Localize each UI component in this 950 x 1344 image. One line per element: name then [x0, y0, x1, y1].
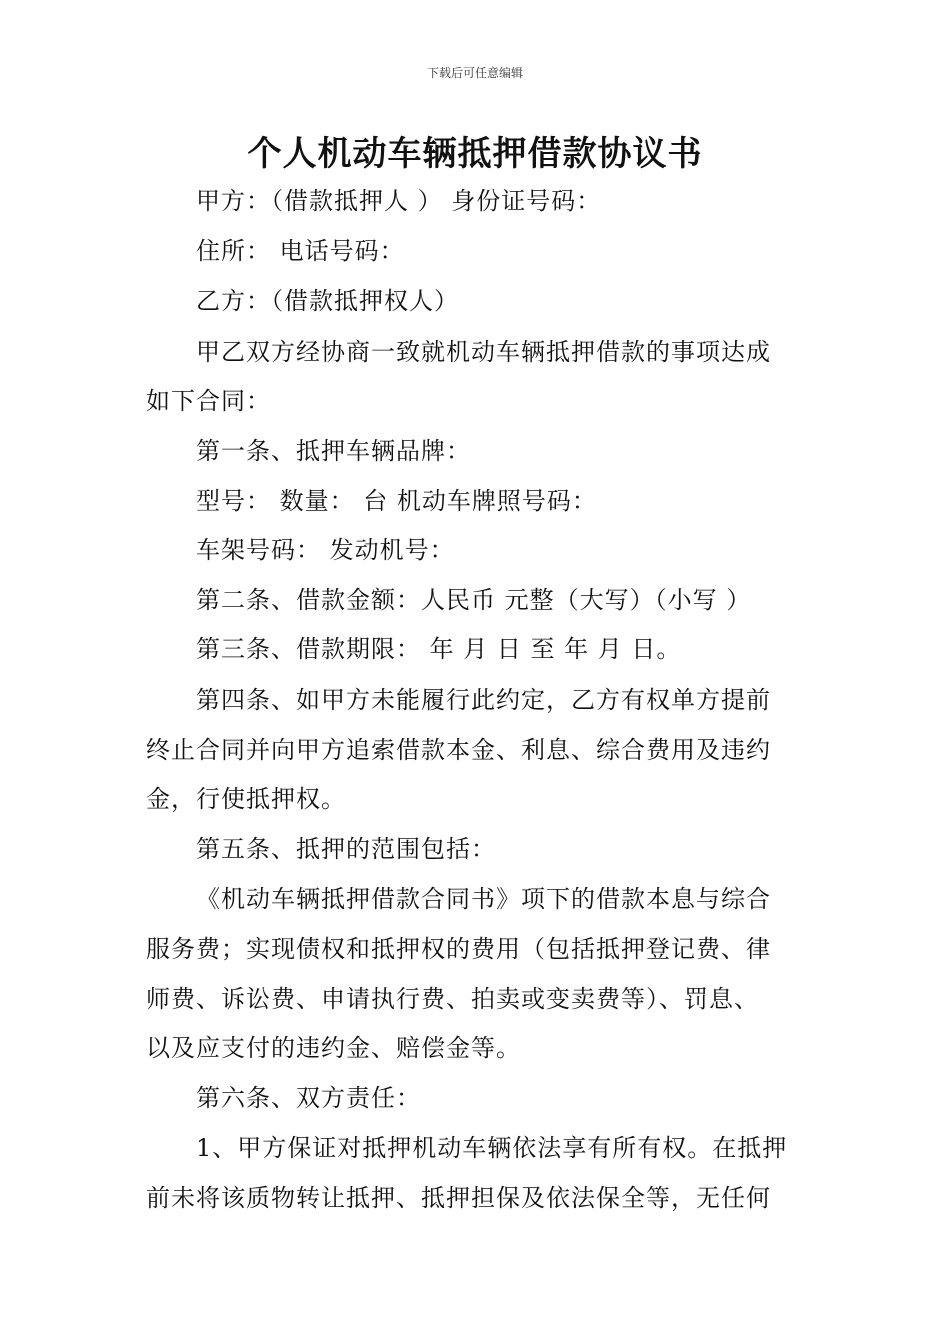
intro-line-2: 如下合同： [146, 387, 271, 415]
article-6-item-1-line-1: 1、甲方保证对抵押机动车辆依法享有所有权。在抵押 [196, 1134, 788, 1162]
frame-number-line: 车架号码： 发动机号： [196, 536, 455, 564]
article-3-line: 第三条、借款期限： 年 月 日 至 年 月 日。 [196, 635, 682, 663]
article-5-body-4: 以及应支付的违约金、赔偿金等。 [146, 1034, 521, 1062]
article-4-line-1: 第四条、如甲方未能履行此约定，乙方有权单方提前 [196, 686, 771, 714]
article-6-item-1-line-2: 前未将该质物转让抵押、抵押担保及依法保全等，无任何 [146, 1184, 771, 1212]
article-4-line-2: 终止合同并向甲方追索借款本金、利息、综合费用及违约 [146, 736, 771, 764]
article-5-body-1: 《机动车辆抵押借款合同书》项下的借款本息与综合 [196, 885, 771, 913]
article-6-line: 第六条、双方责任： [196, 1084, 421, 1112]
article-4-line-3: 金，行使抵押权。 [146, 785, 346, 813]
article-5-body-2: 服务费；实现债权和抵押权的费用（包括抵押登记费、律 [146, 935, 771, 963]
document-title: 个人机动车辆抵押借款协议书 [247, 134, 703, 174]
party-a-line: 甲方：（借款抵押人 ） 身份证号码： [196, 187, 602, 215]
article-1-line: 第一条、抵押车辆品牌： [196, 437, 471, 465]
header-note: 下载后可任意编辑 [426, 66, 523, 80]
article-5-body-3: 师费、诉讼费、申请执行费、拍卖或变卖费等）、罚息、 [146, 985, 759, 1013]
model-line: 型号： 数量： 台 机动车牌照号码： [196, 487, 597, 515]
party-b-line: 乙方：（借款抵押权人） [196, 287, 459, 315]
address-line: 住所： 电话号码： [196, 237, 405, 265]
intro-line-1: 甲乙双方经协商一致就机动车辆抵押借款的事项达成 [196, 338, 771, 366]
article-2-line: 第二条、借款金额：人民币 元整（大写）（小写 ） [196, 586, 752, 614]
article-5-line: 第五条、抵押的范围包括： [196, 835, 496, 863]
